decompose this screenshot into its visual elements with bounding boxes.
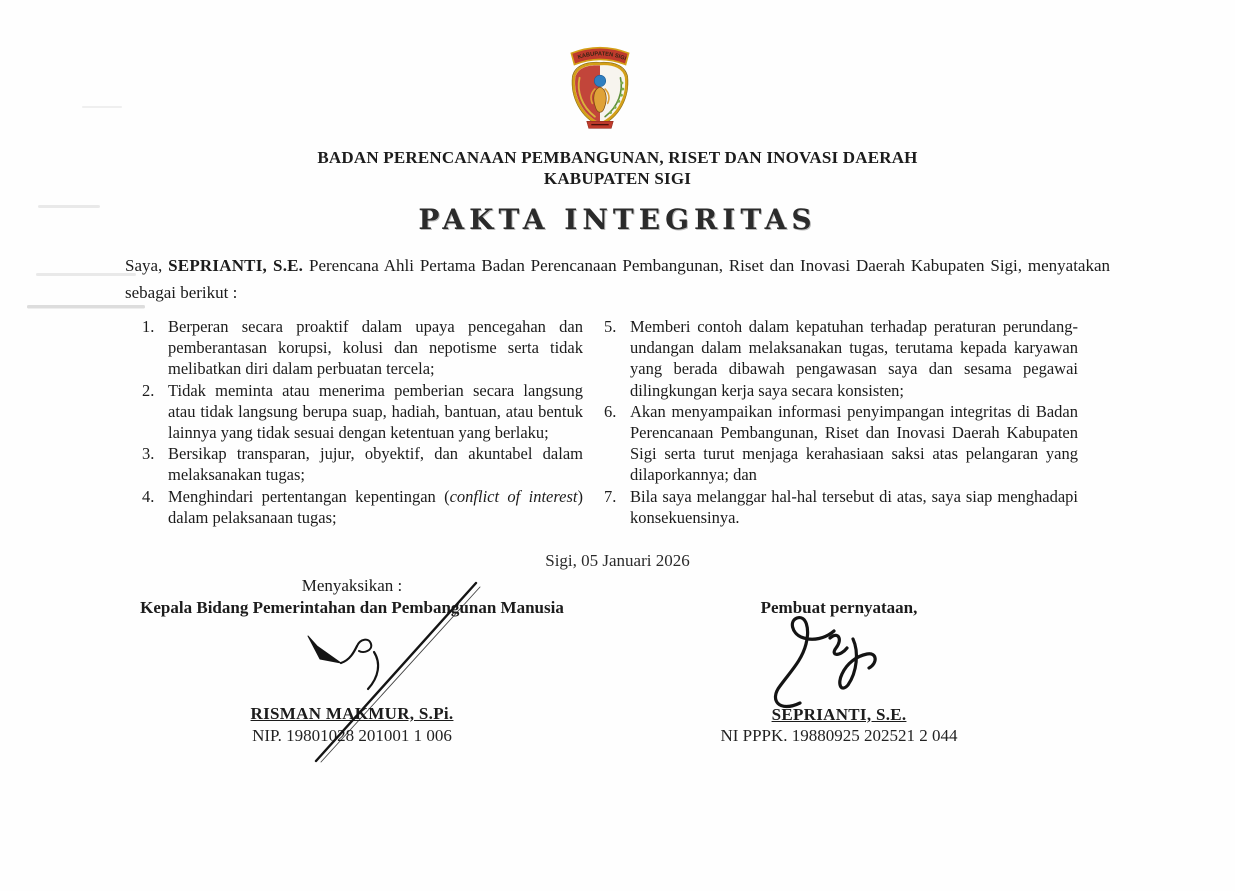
declarant-name: SEPRIANTI, S.E. bbox=[771, 704, 907, 724]
clause-number: 1. bbox=[142, 317, 155, 336]
clause-number: 2. bbox=[142, 380, 155, 400]
letterhead bbox=[0, 147, 1235, 189]
clauses-columns bbox=[126, 316, 1078, 528]
clause-4-italic: conflict of interest bbox=[449, 486, 578, 506]
clause-number: 5. bbox=[604, 317, 617, 336]
crest-ribbon-motto bbox=[591, 124, 608, 125]
clause-text: Bersikap transparan, jujur, obyektif, dan akuntabel dalam melaksanakan tugas; bbox=[168, 444, 583, 485]
clause-text: Tidak meminta atau menerima pemberian secara langsung atau tidak langsung berupa suap, hadiah, bantuan, atau bentuk lainnya yang tidak sesuai dengan ketentuan yang berlaku; bbox=[168, 380, 583, 443]
clause-1 bbox=[140, 316, 583, 380]
crest-banner-text: KABUPATEN SIGI bbox=[577, 51, 627, 63]
clause-number: 7. bbox=[604, 486, 617, 506]
clause-number: 4. bbox=[142, 486, 155, 506]
declarant-label: Pembuat pernyataan, bbox=[760, 598, 918, 617]
clause-text: Akan menyampaikan informasi penyimpangan integritas di Badan Perencanaan Pembangunan, Riset dan Inovasi Daerah Kabupaten Sigi serta turut menjaga kerahasiaan saksi atas pelangaran yang dilaporkannya; dan bbox=[630, 401, 1078, 485]
witness-label: Menyaksikan : bbox=[301, 576, 403, 595]
crest-blue-orb bbox=[594, 75, 605, 86]
kabupaten-sigi-crest-logo bbox=[564, 40, 636, 134]
date-line: Sigi, 05 Januari 2026 bbox=[545, 551, 690, 570]
declarant-name-inline: SEPRIANTI, S.E. bbox=[168, 256, 304, 275]
clause-number: 6. bbox=[604, 401, 617, 421]
clause-3 bbox=[140, 443, 583, 485]
letterhead-line1: BADAN PERENCANAAN PEMBANGUNAN, RISET DAN INOVASI DAERAH bbox=[317, 148, 918, 167]
clause-text: Berperan secara proaktif dalam upaya pencegahan dan pemberantasan korupsi, kolusi dan nepotisme serta tidak melibatkan diri dalam perbuatan tercela; bbox=[168, 317, 583, 379]
declarant-nip: NI PPPK. 19880925 202521 2 044 bbox=[720, 726, 958, 745]
intro-paragraph bbox=[125, 252, 1110, 306]
clause-5 bbox=[602, 316, 1078, 401]
crest-gold-figure bbox=[594, 87, 606, 112]
clauses-left-column bbox=[140, 316, 583, 528]
witness-name: RISMAN MAKMUR, S.Pi. bbox=[250, 704, 454, 723]
clause-4-pre: Menghindari pertentangan kepentingan ( bbox=[168, 486, 450, 506]
witness-signature-block bbox=[126, 575, 578, 746]
clause-7 bbox=[602, 486, 1078, 528]
declarant-signature-block bbox=[686, 597, 992, 747]
letterhead-line2: KABUPATEN SIGI bbox=[543, 169, 692, 188]
intro-rest: Perencana Ahli Pertama Badan Perencanaan Pembangunan, Riset dan Inovasi Daerah Kabupaten Sigi, menyatakan sebagai berikut : bbox=[125, 256, 1111, 302]
intro-prefix: Saya, bbox=[125, 256, 169, 275]
clause-number: 3. bbox=[142, 444, 155, 464]
witness-role: Kepala Bidang Pemerintahan dan Pembangunan Manusia bbox=[140, 597, 564, 617]
clause-4-post: ) dalam pelaksanaan tugas; bbox=[168, 486, 583, 527]
clause-4 bbox=[140, 486, 583, 528]
clauses-right-column bbox=[602, 316, 1078, 528]
clause-text: Bila saya melanggar hal-hal tersebut di atas, saya siap menghadapi konsekuensinya. bbox=[630, 486, 1078, 527]
witness-nip: NIP. 19801028 201001 1 006 bbox=[252, 725, 452, 745]
witness-signature-space bbox=[126, 618, 578, 703]
declarant-signature-space bbox=[686, 619, 992, 704]
clause-text: Memberi contoh dalam kepatuhan terhadap peraturan perundang-undangan dalam melaksanakan tugas, terutama kepada karyawan yang berada dibawah pengawasan saya dan sesama pegawai dilingkungan kerja saya secara konsisten; bbox=[630, 317, 1078, 400]
clause-6 bbox=[602, 401, 1078, 486]
clause-text bbox=[168, 487, 583, 527]
document-title: PAKTA INTEGRITAS bbox=[418, 203, 817, 236]
clause-2 bbox=[140, 380, 583, 444]
